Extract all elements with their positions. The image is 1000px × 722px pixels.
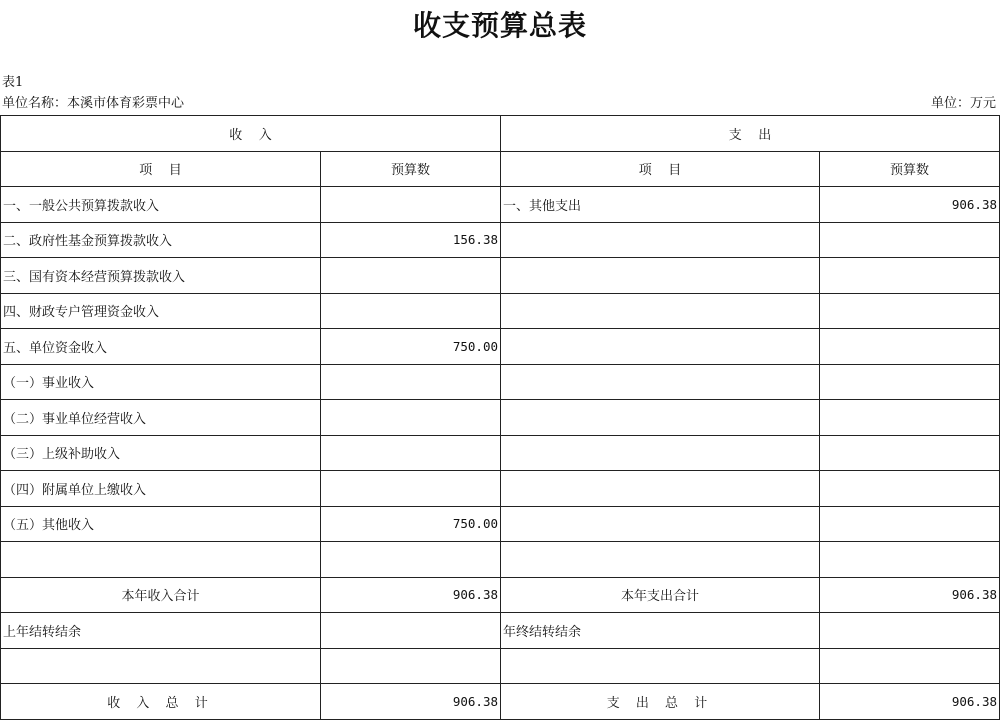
expense-item xyxy=(501,329,820,365)
expense-item xyxy=(501,400,820,436)
table-row xyxy=(1,435,1000,471)
income-amount xyxy=(321,542,501,578)
table-row xyxy=(1,222,1000,258)
expense-budget-header: 预算数 xyxy=(820,151,1000,187)
income-item: （五）其他收入 xyxy=(1,506,321,542)
unit-name: 单位名称：本溪市体育彩票中心 xyxy=(2,96,185,111)
expense-item xyxy=(501,471,820,507)
expense-amount: 906.38 xyxy=(820,187,1000,223)
expense-item xyxy=(501,293,820,329)
income-item: 三、国有资本经营预算拨款收入 xyxy=(1,258,321,294)
income-budget-header: 预算数 xyxy=(321,151,501,187)
income-amount xyxy=(321,435,501,471)
income-item: （二）事业单位经营收入 xyxy=(1,400,321,436)
expense-amount xyxy=(820,471,1000,507)
expense-amount xyxy=(820,364,1000,400)
income-item: （一）事业收入 xyxy=(1,364,321,400)
income-amount xyxy=(321,258,501,294)
expense-amount xyxy=(820,329,1000,365)
expense-item xyxy=(501,435,820,471)
header-row-sections xyxy=(1,116,1000,152)
expense-item xyxy=(501,222,820,258)
expense-total-label: 支 出 总 计 xyxy=(501,684,820,720)
table-row xyxy=(1,187,1000,223)
table-row xyxy=(1,329,1000,365)
table-row xyxy=(1,364,1000,400)
income-item xyxy=(1,542,321,578)
table-row xyxy=(1,471,1000,507)
expense-amount xyxy=(820,648,1000,684)
income-item: 五、单位资金收入 xyxy=(1,329,321,365)
income-amount: 750.00 xyxy=(321,329,501,365)
expense-subtotal-amount: 906.38 xyxy=(820,577,1000,613)
expense-amount xyxy=(820,258,1000,294)
income-amount xyxy=(321,400,501,436)
income-amount xyxy=(321,187,501,223)
expense-amount xyxy=(820,400,1000,436)
income-amount: 750.00 xyxy=(321,506,501,542)
income-item: （四）附属单位上缴收入 xyxy=(1,471,321,507)
expense-item-header: 项 目 xyxy=(501,151,820,187)
expense-amount xyxy=(820,293,1000,329)
total-row xyxy=(1,684,1000,720)
table-row xyxy=(1,293,1000,329)
income-amount xyxy=(321,293,501,329)
income-amount xyxy=(321,648,501,684)
income-amount xyxy=(321,471,501,507)
table-number: 表1 xyxy=(2,75,24,90)
expense-item xyxy=(501,506,820,542)
expense-section-header: 支 出 xyxy=(501,116,1000,152)
income-amount: 156.38 xyxy=(321,222,501,258)
income-amount xyxy=(321,364,501,400)
expense-total-amount: 906.38 xyxy=(820,684,1000,720)
table-row xyxy=(1,648,1000,684)
header-row-columns xyxy=(1,151,1000,187)
budget-summary-table xyxy=(0,115,1000,720)
table-row xyxy=(1,258,1000,294)
income-item: 一、一般公共预算拨款收入 xyxy=(1,187,321,223)
prior-year-carryover-amount xyxy=(321,613,501,649)
subtotal-row xyxy=(1,577,1000,613)
income-item xyxy=(1,648,321,684)
expense-item xyxy=(501,258,820,294)
page-title: 收支预算总表 xyxy=(412,9,587,42)
currency-unit: 单位：万元 xyxy=(930,96,996,111)
income-item: 二、政府性基金预算拨款收入 xyxy=(1,222,321,258)
year-end-carryover-amount xyxy=(820,613,1000,649)
income-item-header: 项 目 xyxy=(1,151,321,187)
carryover-row xyxy=(1,613,1000,649)
expense-amount xyxy=(820,435,1000,471)
income-total-label: 收 入 总 计 xyxy=(1,684,321,720)
expense-item xyxy=(501,648,820,684)
income-item: 四、财政专户管理资金收入 xyxy=(1,293,321,329)
expense-subtotal-label: 本年支出合计 xyxy=(501,577,820,613)
expense-amount xyxy=(820,542,1000,578)
income-subtotal-label: 本年收入合计 xyxy=(1,577,321,613)
table-row xyxy=(1,542,1000,578)
income-section-header: 收 入 xyxy=(1,116,501,152)
income-subtotal-amount: 906.38 xyxy=(321,577,501,613)
expense-item xyxy=(501,364,820,400)
expense-item xyxy=(501,542,820,578)
year-end-carryover-label: 年终结转结余 xyxy=(501,613,820,649)
expense-item: 一、其他支出 xyxy=(501,187,820,223)
expense-amount xyxy=(820,222,1000,258)
expense-amount xyxy=(820,506,1000,542)
table-row xyxy=(1,506,1000,542)
income-item: （三）上级补助收入 xyxy=(1,435,321,471)
table-row xyxy=(1,400,1000,436)
prior-year-carryover-label: 上年结转结余 xyxy=(1,613,321,649)
income-total-amount: 906.38 xyxy=(321,684,501,720)
